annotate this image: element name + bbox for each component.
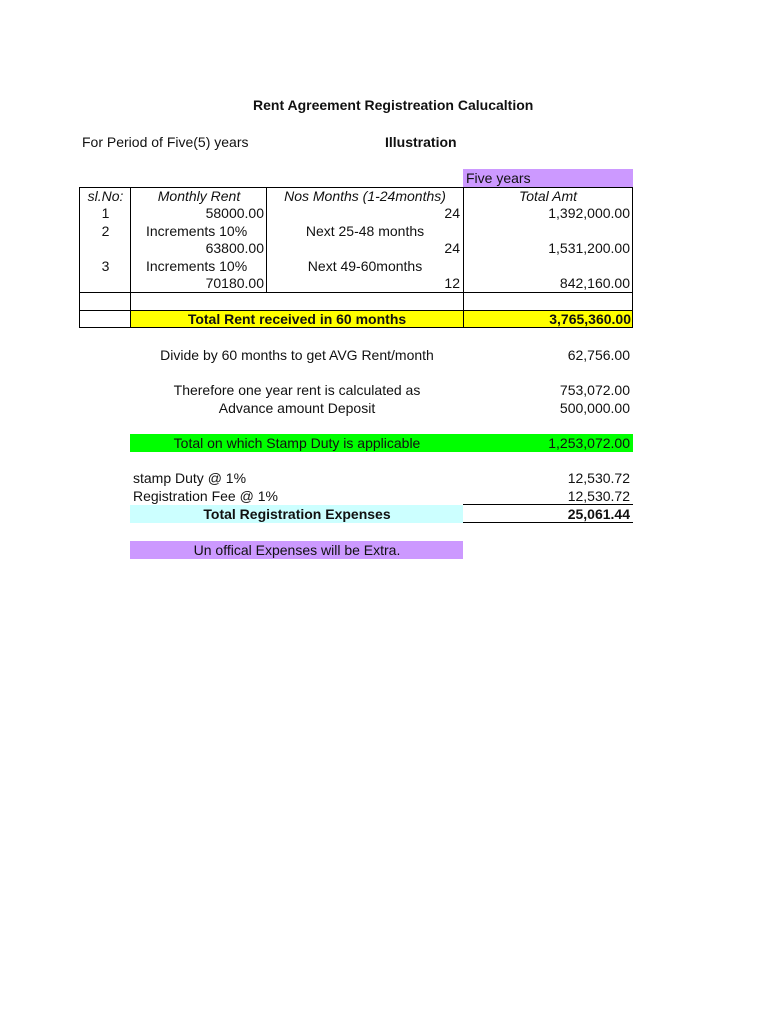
table-cell-total: 1,531,200.00	[548, 240, 630, 256]
table-cell-rent: 58000.00	[205, 205, 264, 221]
table-cell-months: 24	[444, 205, 460, 221]
year-rent-value: 753,072.00	[559, 382, 630, 398]
total-rent-label: Total Rent received in 60 months	[187, 311, 407, 327]
table-cell-total: 1,392,000.00	[548, 205, 630, 221]
header-slno: sl.No:	[87, 188, 124, 204]
total-reg-value: 25,061.44	[567, 506, 630, 522]
header-monthly-rent: Monthly Rent	[157, 188, 241, 204]
illustration-label: Illustration	[385, 134, 457, 150]
five-years-label: Five years	[466, 170, 531, 186]
table-cell-months: Next 25-48 months	[305, 223, 425, 239]
header-nos-months: Nos Months (1-24months)	[284, 188, 446, 204]
table-cell-rent: 70180.00	[205, 275, 264, 291]
stamp-base-label: Total on which Stamp Duty is applicable	[173, 435, 421, 451]
total-reg-label: Total Registration Expenses	[203, 506, 391, 522]
avg-rent-label: Divide by 60 months to get AVG Rent/month	[160, 347, 434, 363]
deposit-value: 500,000.00	[559, 400, 630, 416]
stamp-duty-value: 12,530.72	[567, 470, 630, 486]
reg-fee-label: Registration Fee @ 1%	[133, 488, 278, 504]
table-cell-rent: Increments 10%	[146, 223, 248, 239]
avg-rent-value: 62,756.00	[567, 347, 630, 363]
year-rent-label: Therefore one year rent is calculated as	[173, 382, 421, 398]
total-rent-value: 3,765,360.00	[549, 311, 631, 327]
table-cell-months: 24	[444, 240, 460, 256]
table-cell-rent: 63800.00	[205, 240, 264, 256]
table-cell-months: Next 49-60months	[307, 258, 423, 274]
unofficial-note: Un offical Expenses will be Extra.	[193, 542, 401, 558]
stamp-base-value: 1,253,072.00	[548, 435, 630, 451]
total-reg-underline	[463, 522, 633, 523]
table-cell-slno: 3	[101, 258, 110, 274]
table-cell-months: 12	[444, 275, 460, 291]
table-cell-slno: 2	[101, 223, 110, 239]
deposit-label: Advance amount Deposit	[218, 400, 376, 416]
stamp-duty-label: stamp Duty @ 1%	[133, 470, 247, 486]
table-cell-total: 842,160.00	[559, 275, 630, 291]
reg-fee-value: 12,530.72	[567, 488, 630, 504]
header-total-amt: Total Amt	[518, 188, 578, 204]
page-title: Rent Agreement Registreation Calucaltion	[253, 97, 534, 113]
table-cell-rent: Increments 10%	[146, 258, 248, 274]
table-cell-slno: 1	[101, 205, 110, 221]
period-label: For Period of Five(5) years	[82, 134, 249, 150]
